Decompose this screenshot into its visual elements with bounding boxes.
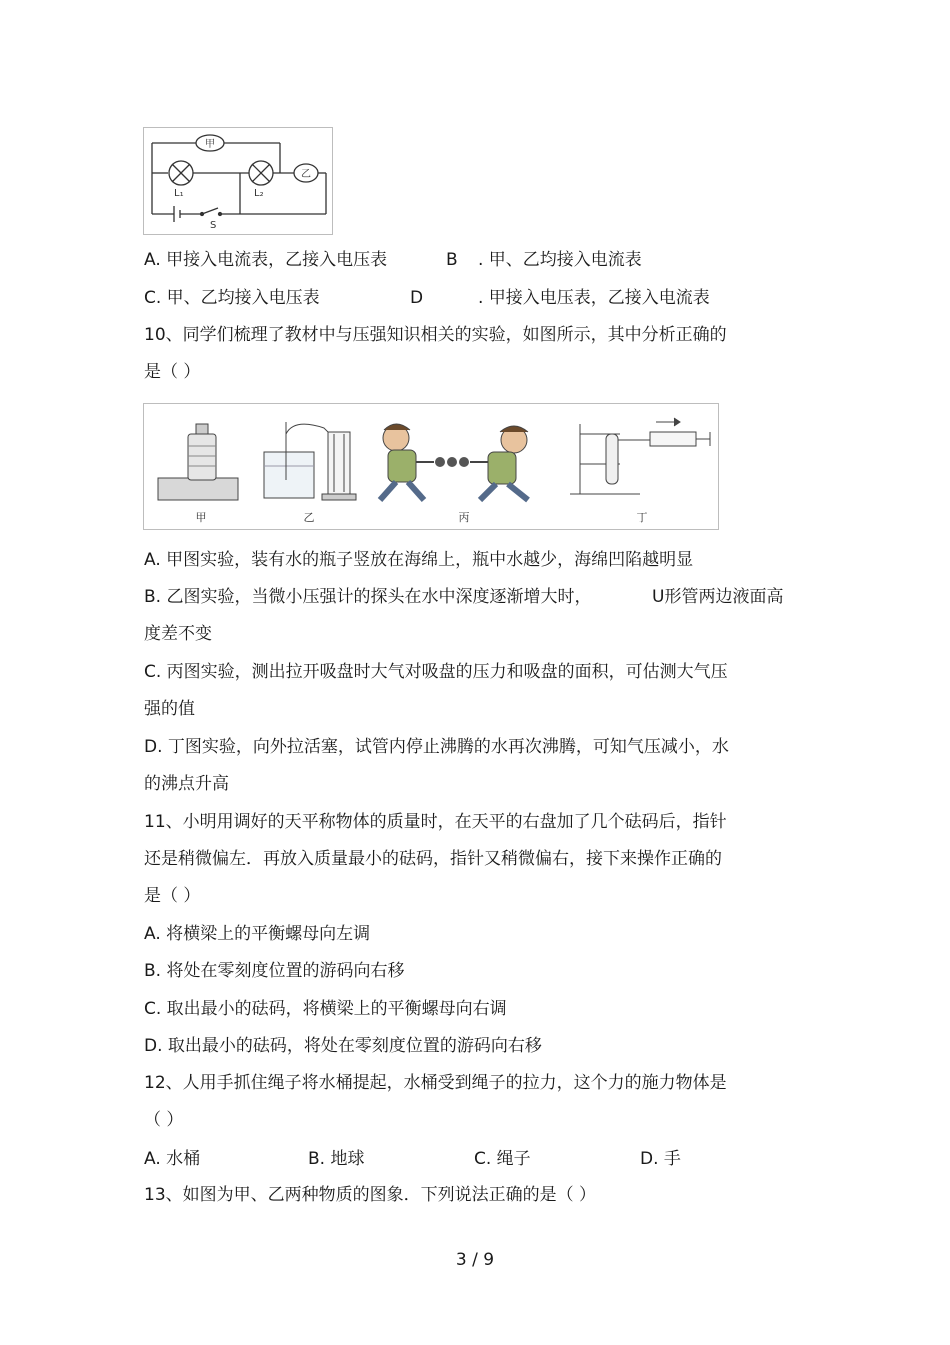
q10-option-c-line2: 强的值 — [144, 699, 195, 719]
q12-option-d: D. 手 — [640, 1149, 681, 1169]
q10-stem-line2: 是（ ） — [144, 362, 201, 382]
circuit-figure — [143, 127, 333, 235]
q10-option-b-line2: 度差不变 — [144, 624, 212, 644]
q10-option-a: A. 甲图实验，装有水的瓶子竖放在海绵上，瓶中水越少，海绵凹陷越明显 — [144, 550, 694, 570]
figure-label-ding: 丁 — [636, 511, 648, 524]
q9-option-d-text: . 甲接入电压表，乙接入电流表 — [478, 288, 710, 308]
q9-option-b-text: . 甲、乙均接入电流表 — [478, 250, 642, 270]
q12-option-c: C. 绳子 — [474, 1149, 531, 1169]
q10-option-d-line1: D. 丁图实验，向外拉活塞，试管内停止沸腾的水再次沸腾，可知气压减小，水 — [144, 737, 729, 757]
q12-stem-line1: 12、人用手抓住绳子将水桶提起，水桶受到绳子的拉力，这个力的施力物体是 — [144, 1073, 727, 1093]
q9-option-d-letter: D — [410, 288, 424, 308]
pressure-gauge — [264, 422, 356, 500]
q10-stem-line1: 10、同学们梳理了教材中与压强知识相关的实验，如图所示，其中分析正确的 — [144, 325, 727, 345]
pressure-experiments-diagram — [144, 404, 718, 529]
figure-label-bing: 丙 — [458, 511, 470, 524]
lamp-l1-label: L₁ — [174, 188, 184, 199]
q9-option-c: C. 甲、乙均接入电压表 — [144, 288, 320, 308]
q11-stem-line2: 还是稍微偏左．再放入质量最小的砝码，指针又稍微偏右，接下来操作正确的 — [144, 849, 722, 869]
q12-stem-line2: （ ） — [144, 1110, 184, 1130]
q12-option-a: A. 水桶 — [144, 1149, 201, 1169]
q11-option-d: D. 取出最小的砝码，将处在零刻度位置的游码向右移 — [144, 1036, 542, 1056]
q11-stem-line1: 11、小明用调好的天平称物体的质量时，在天平的右盘加了几个砝码后，指针 — [144, 812, 727, 832]
circuit-diagram — [144, 128, 332, 234]
q11-option-a: A. 将横梁上的平衡螺母向左调 — [144, 924, 371, 944]
figure-label-yi: 乙 — [303, 511, 315, 524]
q13-stem-line1: 13、如图为甲、乙两种物质的图象．下列说法正确的是（ ） — [144, 1185, 597, 1205]
q9-option-b-letter: B — [446, 250, 458, 270]
test-tube-syringe — [570, 418, 710, 494]
q11-stem-line3: 是（ ） — [144, 886, 201, 906]
lamp-l2-label: L₂ — [254, 188, 264, 199]
pressure-experiments-figure — [143, 403, 719, 530]
q10-option-d-line2: 的沸点升高 — [144, 774, 229, 794]
suction-cup-pulling — [380, 424, 528, 500]
meter-jia-label: 甲 — [205, 139, 215, 150]
q12-option-b: B. 地球 — [308, 1149, 365, 1169]
q10-option-b-line1-tail: U形管两边液面高 — [652, 587, 784, 607]
meter-yi-label: 乙 — [301, 169, 311, 180]
q10-option-c-line1: C. 丙图实验，测出拉开吸盘时大气对吸盘的压力和吸盘的面积，可估测大气压 — [144, 662, 728, 682]
q11-option-b: B. 将处在零刻度位置的游码向右移 — [144, 961, 405, 981]
switch-label: S — [210, 220, 217, 231]
bottle-on-sponge — [158, 424, 238, 500]
page-number: 3 / 9 — [455, 1250, 495, 1270]
q10-option-b-line1: B. 乙图实验，当微小压强计的探头在水中深度逐渐增大时， — [144, 587, 592, 607]
q11-option-c: C. 取出最小的砝码，将横梁上的平衡螺母向右调 — [144, 999, 507, 1019]
figure-label-jia: 甲 — [195, 511, 207, 524]
q9-option-a: A. 甲接入电流表，乙接入电压表 — [144, 250, 388, 270]
